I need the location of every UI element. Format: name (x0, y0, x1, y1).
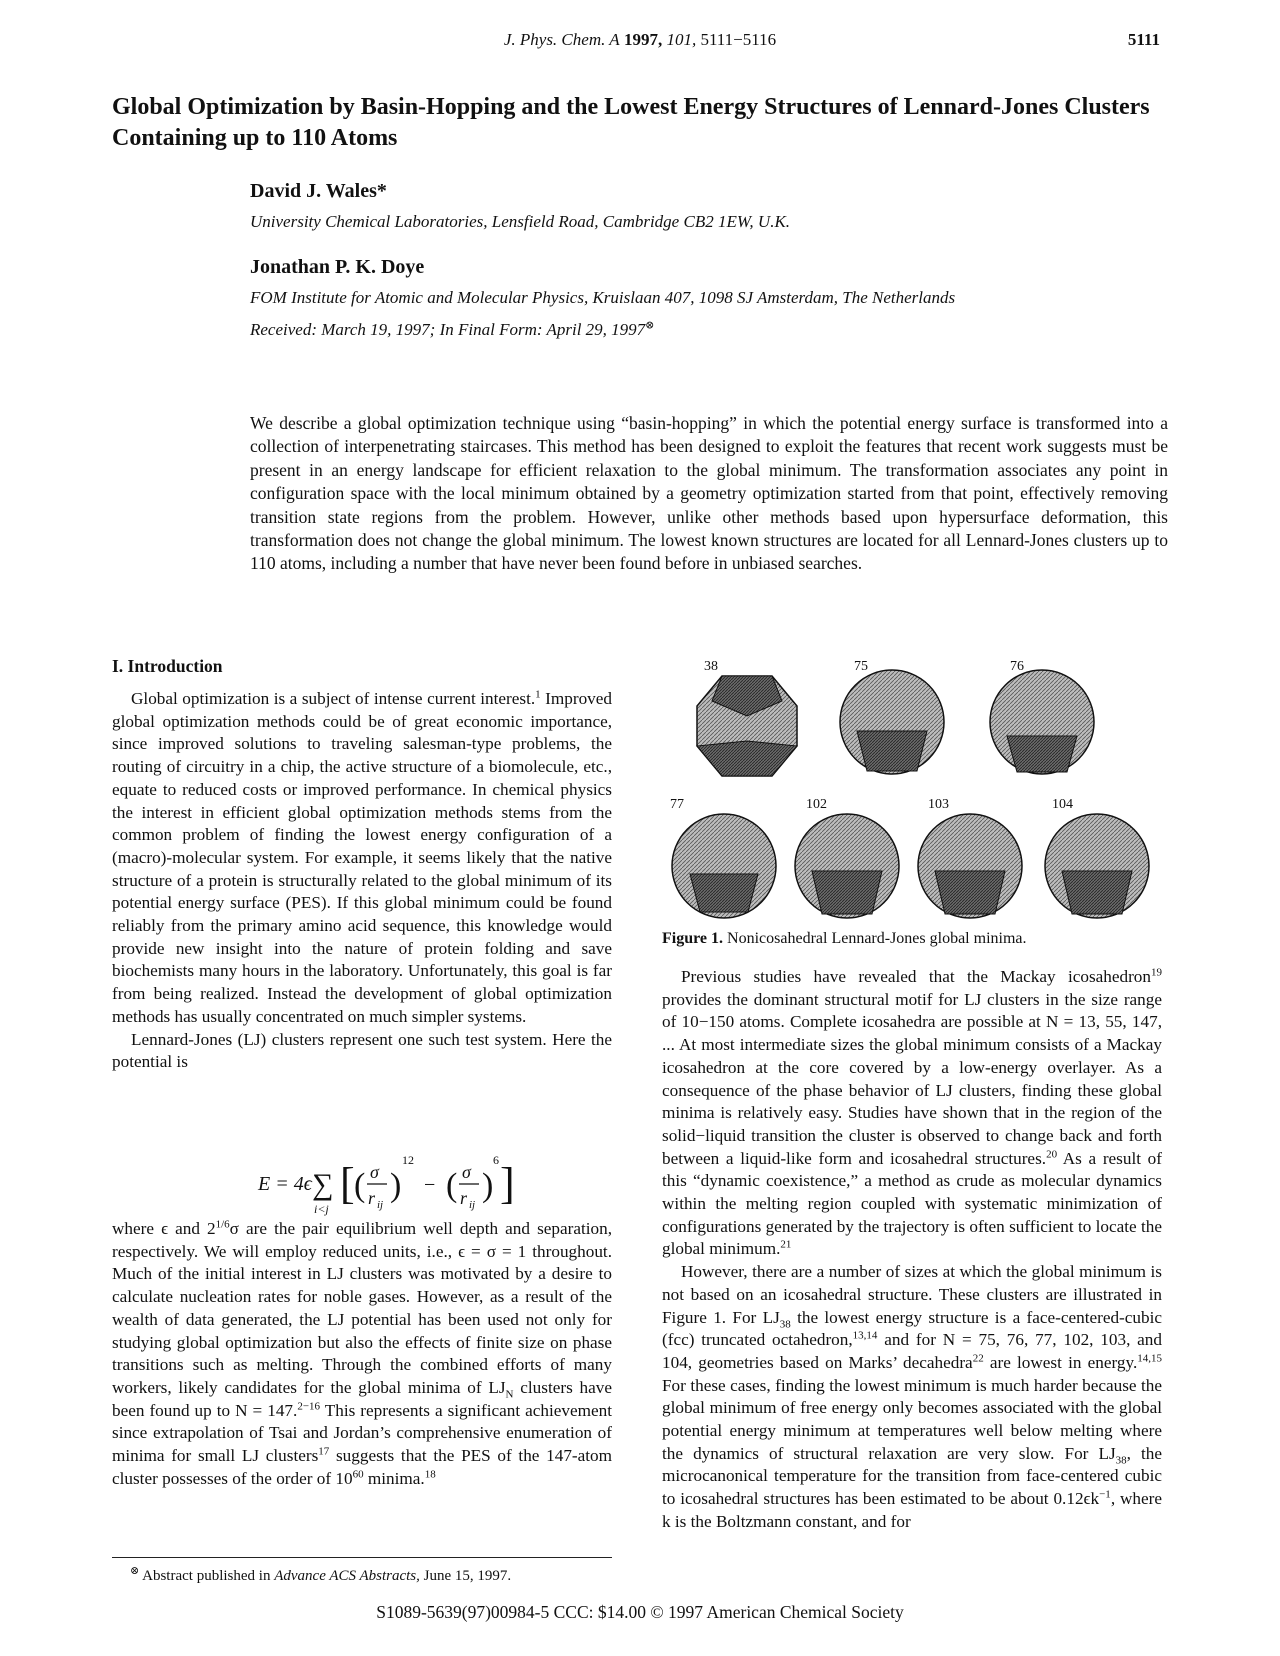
body-paragraph: Previous studies have revealed that the Mackay icosahedron$^{19}$ provides the dominant structural motif for LJ clusters in the size range of 10−150 atoms. Complete icosahedra are possible at N = 13, 55, 147, ... At most intermediate sizes the global minimum consists of a Mackay icosahedron at the core covered by a low-energy overlayer. As a consequence of the phase behavior of LJ clusters, finding these global minima is relatively easy. Studies have shown that in the region of the solid−liquid transition the cluster is observed to change back and forth between a liquid-like form and icosahedral structures.$^{20}$ As a result of this “dynamic coexistence,” a method as crude as molecular dynamics within the melting region coupled with systematic minimization of configurations generated by the trajectory is often sufficient to locate the global minimum.$^{21}$ (662, 966, 1162, 1259)
page-number: 5111 (1127, 30, 1160, 49)
abstract: We describe a global optimization technique using “basin-hopping” in which the potential energy surface is transformed into a collection of interpenetrating staircases. This method has been designed to exploit the features that recent work suggests must be present in an energy landscape for efficient relaxation to the global minimum. The transformation associates any point in configuration space with the local minimum obtained by a geometry optimization started from that point, effectively removing transition state regions from the problem. However, unlike other methods based upon hypersurface deformation, this transformation does not change the global minimum. The lowest known structures are located for all Lennard-Jones clusters up to 110 atoms, including a number that have never been found before in unbiased searches. (250, 413, 1168, 574)
citation[interactable]: 1 (535, 688, 541, 701)
journal-pages: 5111−5116 (700, 30, 777, 49)
figure-label: 75 (854, 659, 868, 674)
eq-sigma: σ (462, 1162, 471, 1182)
body-paragraph: However, there are a number of sizes at which the global minimum is not based on an icosahedral structure. These clusters are illustrated in Figure 1. For $LJ_{38}$ the lowest energy structure is a face-centered-cubic (fcc) truncated octahedron,$^{13,14}$ and for N = 75, 76, 77, 102, 103, and 104, geometries based on Marks’ decahedra$^{22}$ are lowest in energy.$^{14,15}$ For these cases, finding the lowest minimum is much harder because the global minimum of free energy only becomes associated with the global potential energy minimum at temperatures well below melting where the dynamics of structural relaxation are very slow. For $LJ_{38}$, the microcanonical temperature for the transition from face-centered cubic to icosahedral structures has been estimated to be about $0.12\epsilon k^{-1}$, where k is the Boltzmann constant, and for (662, 1262, 1163, 1531)
eq-sum-sign: ∑ (312, 1168, 334, 1201)
lj-potential-equation (112, 1148, 612, 1228)
figure-label: 102 (806, 797, 827, 812)
intro-column-top (112, 688, 612, 1074)
figure-1 (662, 656, 1172, 924)
eq-bracket-left: [ (340, 1159, 355, 1208)
eq-bracket-right: ] (500, 1159, 515, 1208)
footnote-rule (112, 1557, 612, 1558)
author-affiliation: FOM Institute for Atomic and Molecular Physics, Kruislaan 407, 1098 SJ Amsterdam, The Netherlands (250, 288, 956, 307)
cluster-76 (990, 670, 1094, 774)
copyright-line: S1089-5639(97)00984-5 CCC: $14.00 © 1997 American Chemical Society (376, 1602, 904, 1622)
figure-label: 76 (1010, 659, 1024, 674)
section-heading: I. Introduction (112, 656, 223, 676)
figure-label: 103 (928, 797, 949, 812)
eq-paren: ( (446, 1167, 458, 1204)
abstract-mark: ⊗ (645, 319, 655, 332)
cluster-103 (918, 814, 1022, 918)
cluster-38 (697, 676, 797, 776)
author-name: Jonathan P. K. Doye (250, 256, 425, 278)
intro-paragraph: Lennard-Jones (LJ) clusters represent one such test system. Here the potential is (112, 1029, 612, 1072)
eq-pow12: 12 (402, 1153, 414, 1167)
intro-paragraph: where ϵ and $2^{1/6}\sigma$ are the pair equilibrium well depth and separation, respectively. We will employ reduced units, i.e., ϵ = σ = 1 throughout. Much of the initial interest in LJ clusters was motivated by a desire to calculate nucleation rates for noble gases. However, as a result of the wealth of data generated, the LJ potential has been used not only for studying global optimization but also the effects of finite size on phase transitions such as melting. Through the combined efforts of many workers, likely candidates for the global minima of $LJ_N$ clusters have been found up to N = 147.$^{2-16}$ This represents a significant achievement since extrapolation of Tsai and Jordan’s comprehensive enumeration of minima for small LJ clusters$^{17}$ suggests that the PES of the 147-atom cluster possesses of the order of $10^{60}$ minima.$^{18}$ (112, 1218, 613, 1488)
journal-volume: 101, (666, 30, 697, 49)
eq-lhs: E = 4ϵ (258, 1173, 312, 1195)
intro-column-bottom (112, 1218, 612, 1490)
author-affiliation: University Chemical Laboratories, Lensfield Road, Cambridge CB2 1EW, U.K. (250, 212, 791, 231)
received-dates: Received: March 19, 1997; In Final Form: April 29, 1997⊗ (250, 319, 655, 339)
eq-sum-index: i<j (314, 1202, 329, 1216)
citation[interactable]: 20 (1046, 1147, 1058, 1160)
journal-name: J. Phys. Chem. A (503, 30, 620, 49)
citation[interactable]: 21 (780, 1238, 792, 1251)
eq-paren: ) (482, 1167, 494, 1204)
figure-label: 77 (670, 797, 684, 812)
citation[interactable]: 19 (1151, 966, 1162, 979)
equation-graphic (112, 1148, 612, 1228)
cluster-104 (1045, 814, 1149, 918)
intro-paragraph: Global optimization is a subject of intense current interest.$^1$ Improved global optimization methods could be of great economic importance, since improved solutions to traveling salesman-type problems, the routing of circuitry in a chip, the active structure of a biomolecule, etc., equate to reduced costs or improved performance. In chemical physics the interest in efficient global optimization methods stems from the common problem of finding the lowest energy configuration of a (macro)-molecular system. For example, it seems likely that the native structure of a protein is structurally related to the global minimum of its potential energy surface (PES). If this global minimum could be found reliably from the primary amino acid sequence, this knowledge would provide new insight into the nature of protein folding and save biochemists many hours in the laboratory. Unfortunately, this goal is far from being realized. Instead the development of global optimization methods has usually concentrated on much simpler systems. (112, 688, 612, 1026)
right-column (662, 966, 1162, 1534)
paper-title: Global Optimization by Basin-Hopping and the Lowest Energy Structures of Lennard-Jones Clusters Containing up to 110 Atoms (112, 94, 1150, 151)
eq-r: r (368, 1188, 376, 1208)
running-head (0, 30, 1280, 50)
cluster-75 (840, 670, 944, 774)
figure-label: 104 (1052, 797, 1073, 812)
eq-pow6: 6 (493, 1153, 499, 1167)
eq-r-sub: ij (469, 1199, 476, 1211)
figure-label: 38 (704, 659, 718, 674)
figure-caption: Figure 1. Nonicosahedral Lennard-Jones global minima. (662, 930, 1027, 947)
eq-paren: ( (354, 1167, 366, 1204)
eq-paren: ) (390, 1167, 402, 1204)
citation[interactable]: 18 (424, 1468, 436, 1480)
eq-r: r (460, 1188, 468, 1208)
cluster-structures-figure (662, 656, 1172, 924)
citation[interactable]: 14,15 (1137, 1352, 1162, 1365)
journal-year: 1997, (623, 30, 663, 49)
eq-sigma: σ (370, 1162, 379, 1182)
footnote: ⊗ Abstract published in Advance ACS Abstracts, June 15, 1997. (130, 1565, 512, 1584)
citation[interactable]: 2−16 (297, 1399, 321, 1412)
eq-r-sub: ij (377, 1199, 384, 1211)
cluster-102 (795, 814, 899, 918)
cluster-77 (672, 814, 776, 918)
author-name: David J. Wales* (250, 180, 387, 202)
citation[interactable]: 13,14 (852, 1329, 878, 1342)
eq-minus: − (424, 1174, 436, 1196)
citation[interactable]: 22 (972, 1352, 984, 1365)
citation[interactable]: 17 (318, 1445, 330, 1458)
